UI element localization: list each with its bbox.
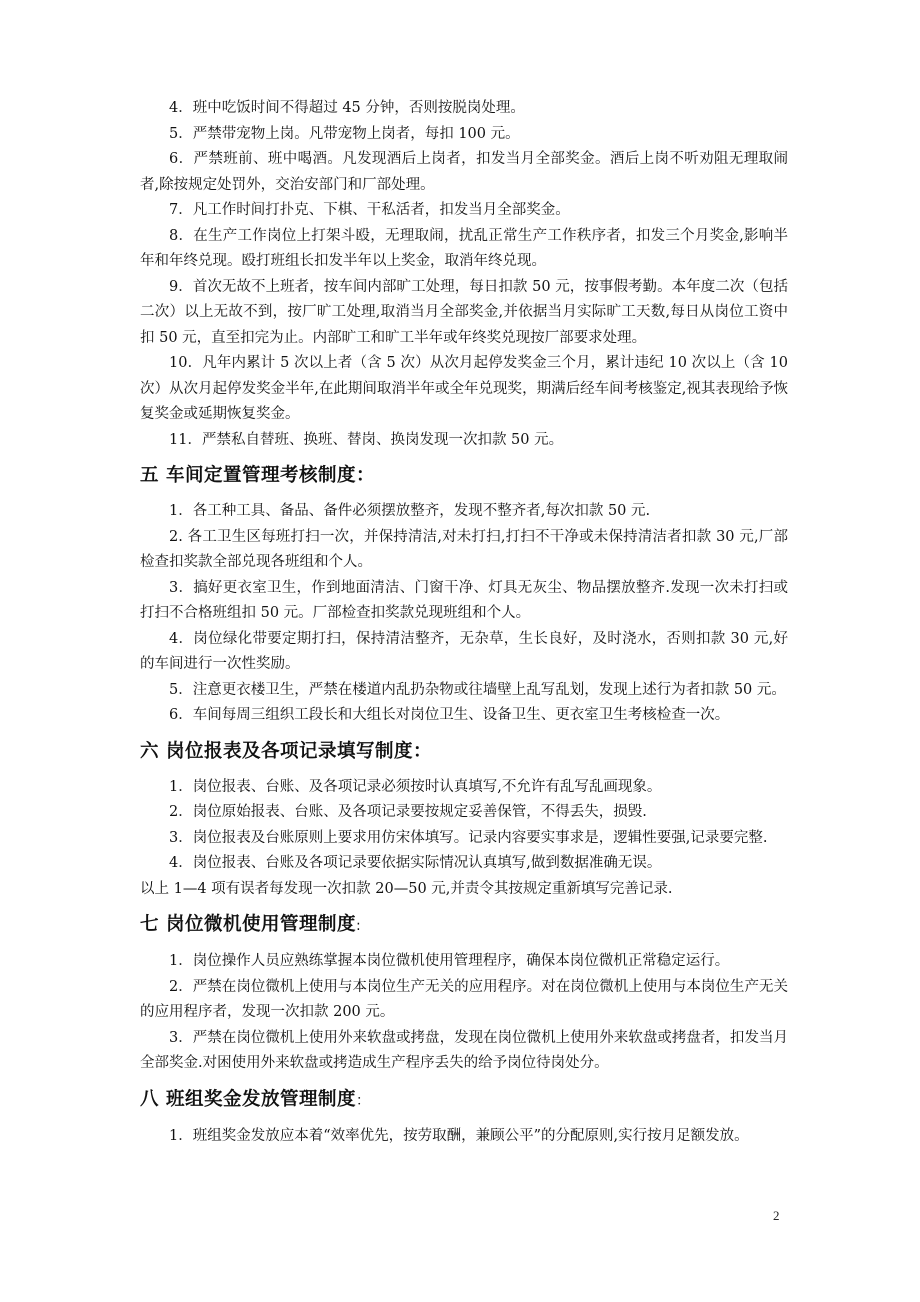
section-heading-8-text: 八 班组奖金发放管理制度: [140, 1088, 356, 1110]
section-6-note: 以上 1—4 项有误者每发现一次扣款 20—50 元,并责令其按规定重新填写完善记录.: [140, 880, 673, 897]
section-heading-5: 五 车间定置管理考核制度：: [140, 465, 375, 486]
rule-item: 11．严禁私自替班、换班、替岗、换岗发现一次扣款 50 元。: [169, 431, 564, 448]
section-heading-8-colon: ：: [355, 1092, 371, 1109]
section-heading-6: 六 岗位报表及各项记录填写制度：: [140, 740, 432, 762]
section-7-list: [140, 949, 788, 1077]
rule-item: 5．严禁带宠物上岗。凡带宠物上岗者，每扣 100 元。: [169, 125, 520, 142]
section-6-list: [140, 775, 788, 903]
section-8-list: [140, 1124, 788, 1150]
rule-item: 1．岗位操作人员应熟练掌握本岗位微机使用管理程序，确保本岗位微机正常稳定运行。: [169, 953, 730, 969]
section-heading-7: [140, 910, 788, 941]
document-body: [140, 96, 788, 1149]
section-heading-7-colon: :: [355, 918, 362, 934]
rule-item: 2．岗位原始报表、台账、及各项记录要按规定妥善保管，不得丢失，损毁.: [169, 804, 647, 820]
section-heading-7-text: 七 岗位微机使用管理制度: [140, 914, 356, 935]
rule-item: 2．严禁在岗位微机上使用与本岗位生产无关的应用程序。对在岗位微机上使用与本岗位生产无关的应用程序者，发现一次扣款 200 元。: [140, 978, 788, 1020]
rule-item: 6．严禁班前、班中喝酒。凡发现酒后上岗者，扣发当月全部奖金。酒后上岗不听劝阻无理取闹者,除按规定处罚外，交治安部门和厂部处理。: [140, 151, 788, 193]
rule-item: 2. 各工卫生区每班打扫一次，并保持清洁,对未打扫,打扫不干净或未保持清洁者扣款 30 元,厂部检查扣奖款全部兑现各班组和个人。: [140, 528, 788, 570]
rule-item: 9．首次无故不上班者，按车间内部旷工处理，每日扣款 50 元，按事假考勤。本年度二次（包括二次）以上无故不到，按厂旷工处理,取消当月全部奖金,并依据当月实际旷工天数,每日从岗位工资中扣 50 元，直至扣完为止。内部旷工和旷工半年或年终奖兑现按厂部要求处理。: [140, 278, 788, 346]
rule-item: 1．班组奖金发放应本着“效率优先，按劳取酬，兼顾公平”的分配原则,实行按月足额发放。: [169, 1127, 749, 1144]
rule-item: 8．在生产工作岗位上打架斗殴，无理取闹，扰乱正常生产工作秩序者，扣发三个月奖金,影响半年和年终兑现。殴打班组长扣发半年以上奖金，取消年终兑现。: [140, 227, 788, 269]
page-number: 2: [773, 1208, 780, 1223]
rule-item: 1．岗位报表、台账、及各项记录必须按时认真填写,不允许有乱写乱画现象。: [169, 778, 662, 795]
rule-item: 1．各工种工具、备品、备件必须摆放整齐，发现不整齐者,每次扣款 50 元.: [169, 503, 651, 519]
intro-rules-list: [140, 96, 788, 453]
rule-item: 4．班中吃饭时间不得超过 45 分钟，否则按脱岗处理。: [169, 100, 525, 116]
rule-item: 5．注意更衣楼卫生，严禁在楼道内乱扔杂物或往墙壁上乱写乱划，发现上述行为者扣款 50 元。: [169, 681, 786, 698]
rule-item: 10．凡年内累计 5 次以上者（含 5 次）从次月起停发奖金三个月，累计违纪 10 次以上（含 10 次）从次月起停发奖金半年,在此期间取消半年或全年兑现奖，期满后经车间考核鉴定,视其表现给予恢复奖金或延期恢复奖金。: [140, 355, 788, 422]
rule-item: 4．岗位报表、台账及各项记录要依据实际情况认真填写,做到数据准确无误。: [169, 855, 662, 871]
rule-item: 3．搞好更衣室卫生，作到地面清洁、门窗干净、灯具无灰尘、物品摆放整齐.发现一次未打扫或打扫不合格班组扣 50 元。厂部检查扣奖款兑现班组和个人。: [140, 579, 788, 621]
section-5-list: [140, 499, 788, 729]
rule-item: 4．岗位绿化带要定期打扫，保持清洁整齐，无杂草，生长良好，及时浇水，否则扣款 30 元,好的车间进行一次性奖励。: [140, 630, 788, 672]
rule-item: 6．车间每周三组织工段长和大组长对岗位卫生、设备卫生、更衣室卫生考核检查一次。: [169, 707, 730, 723]
rule-item: 3．岗位报表及台账原则上要求用仿宋体填写。记录内容要实事求是，逻辑性要强,记录要完整.: [169, 829, 768, 846]
rule-item: 7．凡工作时间打扑克、下棋、干私活者，扣发当月全部奖金。: [169, 202, 570, 218]
rule-item: 3．严禁在岗位微机上使用外来软盘或拷盘，发现在岗位微机上使用外来软盘或拷盘者，扣发当月全部奖金.对困使用外来软盘或拷造成生产程序丢失的给予岗位待岗处分。: [140, 1029, 788, 1071]
section-heading-8: [140, 1085, 788, 1116]
